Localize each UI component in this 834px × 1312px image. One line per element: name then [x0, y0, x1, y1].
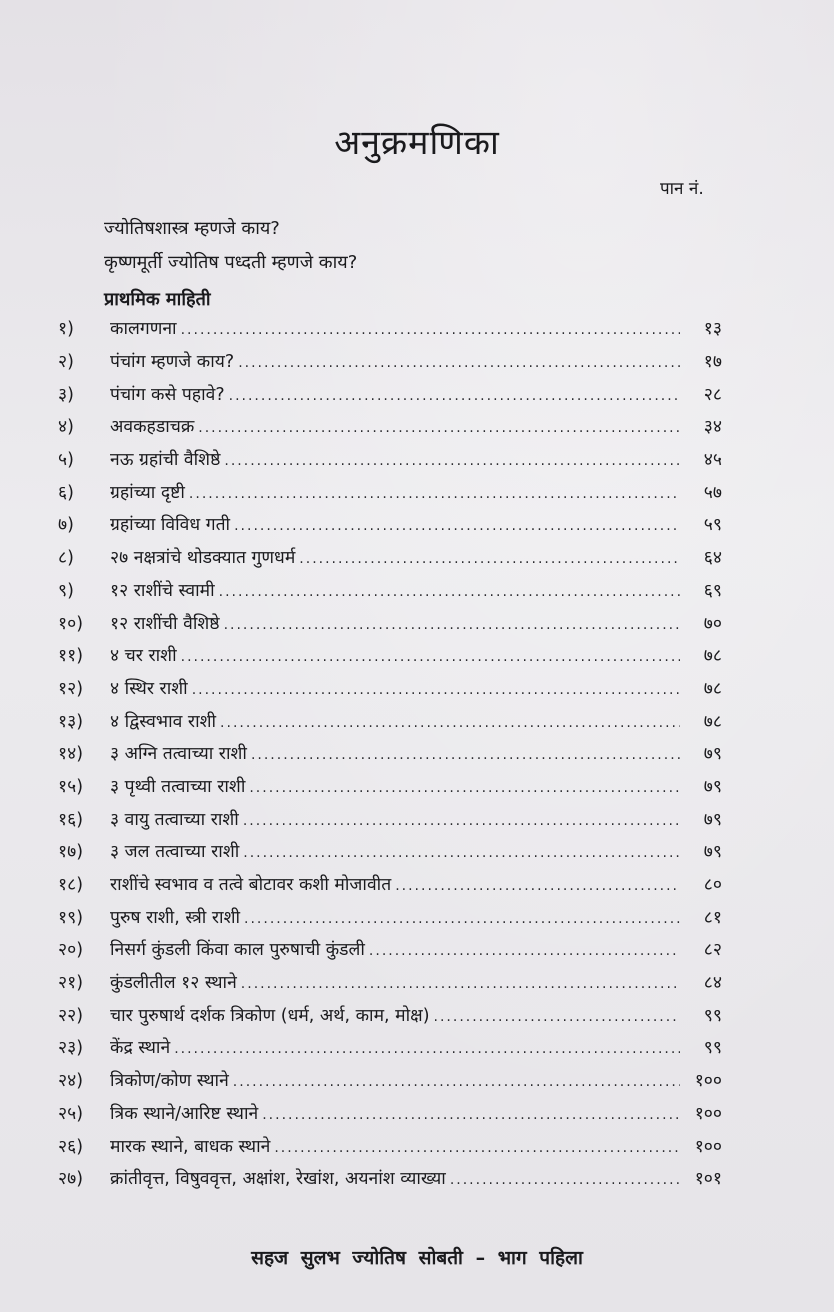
page-title: अनुक्रमणिका — [334, 123, 500, 163]
toc-entry-page: ७९ — [703, 776, 722, 797]
toc-entry — [58, 508, 722, 541]
toc-entry — [58, 574, 722, 607]
toc-entry-title: पंचांग म्हणजे काय? — [110, 352, 235, 373]
toc-entry-page: ८२ — [703, 940, 722, 961]
toc-entry — [58, 1031, 722, 1064]
toc-entry-number: ६) — [58, 482, 74, 503]
toc-entry-page: ७९ — [703, 842, 722, 863]
toc-entry-page: ५९ — [703, 515, 722, 536]
toc-entry — [58, 377, 722, 410]
toc-entry — [58, 475, 722, 508]
dot-leader — [238, 355, 680, 371]
toc-entry-page: ९९ — [703, 1038, 722, 1059]
toc-entry — [58, 966, 722, 999]
toc-entry — [58, 1162, 722, 1195]
toc-entry-page: १७ — [703, 352, 722, 373]
intro-line-2: कृष्णमूर्ती ज्योतिष पध्दती म्हणजे काय? — [104, 252, 358, 273]
dot-leader — [192, 682, 680, 698]
toc-entry — [58, 443, 722, 476]
toc-entry-page: ७९ — [703, 809, 722, 830]
toc-entry — [58, 900, 722, 933]
toc-entry-title: ३ वायु तत्वाच्या राशी — [110, 809, 239, 830]
toc-entry — [58, 541, 722, 574]
toc-entry-title: मारक स्थाने, बाधक स्थाने — [110, 1136, 271, 1157]
toc-entry-number: २४) — [58, 1071, 84, 1092]
toc-entry — [58, 1097, 722, 1130]
toc-entry — [58, 802, 722, 835]
dot-leader — [234, 518, 680, 534]
toc-entry-page: ७८ — [703, 646, 722, 667]
toc-entry — [58, 933, 722, 966]
toc-entry-number: ११) — [58, 646, 84, 667]
table-of-contents — [58, 312, 722, 1195]
toc-entry-number: २३) — [58, 1038, 84, 1059]
toc-entry-page: ७९ — [703, 744, 722, 765]
dot-leader — [249, 780, 680, 796]
toc-entry-number: १६) — [58, 809, 84, 830]
toc-entry-number: १०) — [58, 613, 84, 634]
toc-entry-page: ८१ — [703, 907, 722, 928]
page-number-column-label: पान नं. — [660, 179, 704, 199]
toc-entry-title: ३ पृथ्वी तत्वाच्या राशी — [110, 776, 246, 797]
toc-entry-title: १२ राशींची वैशिष्ठे — [110, 613, 220, 634]
toc-entry-title: ४ चर राशी — [110, 646, 177, 667]
toc-entry-number: २६) — [58, 1136, 84, 1157]
toc-entry-number: २२) — [58, 1005, 84, 1026]
toc-entry-title: ३ अग्नि तत्वाच्या राशी — [110, 744, 247, 765]
toc-entry — [58, 835, 722, 868]
toc-entry — [58, 1129, 722, 1162]
toc-entry-page: १३ — [703, 319, 722, 340]
toc-entry-page: ७८ — [703, 711, 722, 732]
toc-entry-title: ३ जल तत्वाच्या राशी — [110, 842, 240, 863]
dot-leader — [181, 322, 680, 338]
toc-entry-title: ४ द्विस्वभाव राशी — [110, 711, 217, 732]
toc-entry-page: १०० — [694, 1071, 722, 1092]
dot-leader — [181, 649, 680, 665]
toc-entry-number: ९) — [58, 580, 74, 601]
toc-entry-title: राशींचे स्वभाव व तत्वे बोटावर कशी मोजावीत — [110, 875, 392, 896]
toc-entry-title: ग्रहांच्या दृष्टी — [110, 482, 185, 503]
dot-leader — [174, 1041, 680, 1057]
toc-entry — [58, 998, 722, 1031]
toc-entry-number: ७) — [58, 515, 74, 536]
toc-entry-title: नऊ ग्रहांची वैशिष्ठे — [110, 450, 221, 471]
toc-entry-page: ९९ — [703, 1005, 722, 1026]
toc-entry — [58, 672, 722, 705]
dot-leader — [241, 976, 680, 992]
toc-entry-number: २५) — [58, 1103, 84, 1124]
toc-entry-number: २१) — [58, 973, 84, 994]
toc-entry-title: त्रिक स्थाने/आरिष्ट स्थाने — [110, 1103, 259, 1124]
dot-leader — [229, 388, 680, 404]
toc-entry-title: क्रांतीवृत्त, विषुववृत्त, अक्षांश, रेखांश, अयनांश व्याख्या — [110, 1169, 446, 1190]
dot-leader — [274, 1140, 680, 1156]
toc-entry-title: ४ स्थिर राशी — [110, 678, 188, 699]
toc-entry-page: २८ — [703, 384, 722, 405]
toc-entry-title: अवकहडाचक्र — [110, 417, 195, 438]
toc-entry-page: ३४ — [703, 417, 722, 438]
toc-entry-title: ग्रहांच्या विविध गती — [110, 515, 231, 536]
toc-entry-page: १०० — [694, 1136, 722, 1157]
intro-line-1: ज्योतिषशास्त्र म्हणजे काय? — [104, 218, 280, 239]
toc-entry — [58, 737, 722, 770]
toc-entry-number: १८) — [58, 875, 84, 896]
dot-leader — [189, 486, 680, 502]
toc-entry-number: २०) — [58, 940, 84, 961]
toc-entry-number: ५) — [58, 450, 74, 471]
dot-leader — [233, 1074, 680, 1090]
toc-entry — [58, 1064, 722, 1097]
toc-entry-page: ४५ — [703, 450, 722, 471]
dot-leader — [224, 617, 680, 633]
dot-leader — [251, 747, 680, 763]
toc-entry-title: १२ राशींचे स्वामी — [110, 580, 215, 601]
dot-leader — [369, 943, 680, 959]
toc-entry — [58, 345, 722, 378]
dot-leader — [220, 715, 680, 731]
dot-leader — [244, 911, 680, 927]
dot-leader — [243, 813, 680, 829]
toc-entry-number: १५) — [58, 776, 84, 797]
toc-entry-title: कुंडलीतील १२ स्थाने — [110, 973, 237, 994]
toc-entry-page: १०१ — [694, 1169, 722, 1190]
toc-entry-title: पुरुष राशी, स्त्री राशी — [110, 907, 241, 928]
toc-entry-title: कालगणना — [110, 319, 177, 340]
toc-entry — [58, 770, 722, 803]
toc-entry-number: ४) — [58, 417, 74, 438]
toc-entry-number: १) — [58, 319, 74, 340]
dot-leader — [243, 845, 680, 861]
toc-entry — [58, 606, 722, 639]
toc-entry-title: त्रिकोण/कोण स्थाने — [110, 1071, 229, 1092]
toc-entry — [58, 312, 722, 345]
dot-leader — [299, 551, 680, 567]
toc-entry — [58, 639, 722, 672]
book-footer: सहज सुलभ ज्योतिष सोबती – भाग पहिला — [251, 1247, 583, 1269]
toc-entry-number: १२) — [58, 678, 84, 699]
dot-leader — [219, 584, 680, 600]
section-heading: प्राथमिक माहिती — [104, 289, 211, 310]
toc-entry — [58, 410, 722, 443]
toc-entry-number: ३) — [58, 384, 74, 405]
dot-leader — [434, 1009, 680, 1025]
toc-entry-title: चार पुरुषार्थ दर्शक त्रिकोण (धर्म, अर्थ, काम, मोक्ष) — [110, 1005, 430, 1026]
toc-entry-title: २७ नक्षत्रांचे थोडक्यात गुणधर्म — [110, 548, 296, 569]
toc-entry-page: ६९ — [703, 580, 722, 601]
dot-leader — [224, 453, 680, 469]
toc-entry-number: २) — [58, 352, 74, 373]
toc-entry-page: ८० — [703, 875, 722, 896]
toc-entry-page: ७८ — [703, 678, 722, 699]
toc-entry-number: ८) — [58, 548, 74, 569]
toc-entry-number: २७) — [58, 1169, 84, 1190]
toc-entry-title: निसर्ग कुंडली किंवा काल पुरुषाची कुंडली — [110, 940, 365, 961]
toc-entry — [58, 704, 722, 737]
toc-entry-number: १३) — [58, 711, 84, 732]
toc-entry-page: ८४ — [703, 973, 722, 994]
toc-entry-number: १४) — [58, 744, 84, 765]
toc-entry — [58, 868, 722, 901]
dot-leader — [262, 1107, 680, 1123]
toc-entry-page: ६४ — [703, 548, 722, 569]
dot-leader — [395, 878, 680, 894]
toc-entry-title: पंचांग कसे पहावे? — [110, 384, 225, 405]
toc-entry-number: १७) — [58, 842, 84, 863]
toc-entry-number: १९) — [58, 907, 84, 928]
toc-entry-page: १०० — [694, 1103, 722, 1124]
toc-entry-page: ७० — [703, 613, 722, 634]
dot-leader — [450, 1172, 680, 1188]
toc-entry-page: ५७ — [703, 482, 722, 503]
dot-leader — [198, 420, 680, 436]
toc-entry-title: केंद्र स्थाने — [110, 1038, 171, 1059]
